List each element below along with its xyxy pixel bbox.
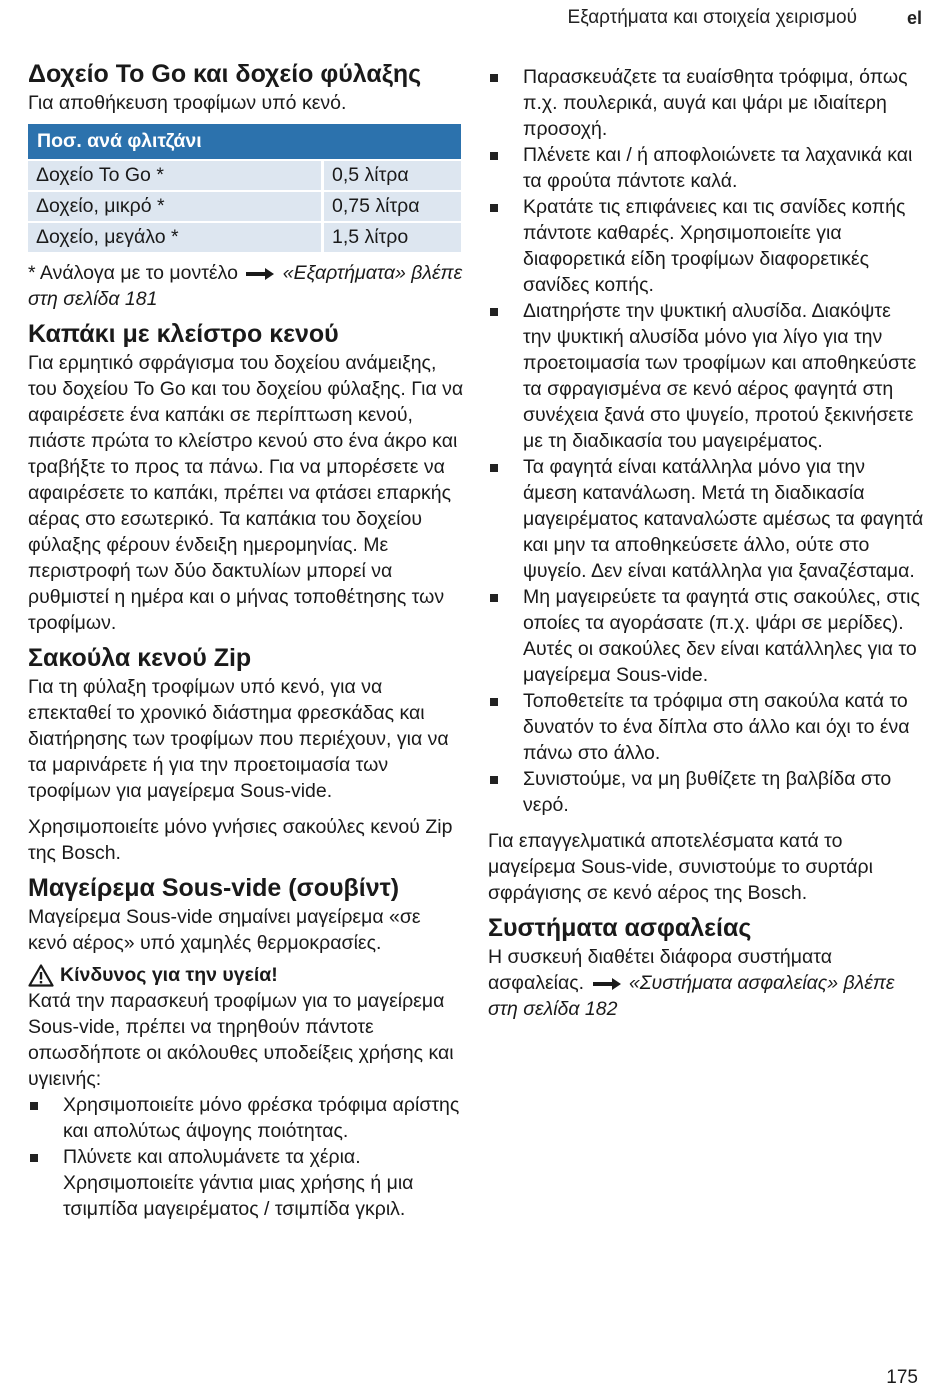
- warning-title: Κίνδυνος για την υγεία!: [60, 964, 278, 986]
- list-item: Τοποθετείτε τα τρόφιμα στη σακούλα κατά το δυνατόν το ένα δίπλα στο άλλο και όχι το ένα πάνω στο άλλο.: [488, 688, 924, 766]
- safety-text: [488, 944, 924, 1022]
- right-column: [488, 64, 924, 1022]
- bullet-square-icon: [490, 204, 498, 212]
- list-item: Πλένετε και / ή αποφλοιώνετε τα λαχανικά και τα φρούτα πάντοτε καλά.: [488, 142, 924, 194]
- table-header: Ποσ. ανά φλιτζάνι: [28, 124, 461, 159]
- table-cell-volume: 0,5 λίτρα: [321, 161, 461, 190]
- sousvide-heading: Μαγείρεμα Sous-vide (σουβίντ): [28, 874, 400, 902]
- list-item: Κρατάτε τις επιφάνειες και τις σανίδες κοπής πάντοτε καθαρές. Χρησιμοποιείτε για διαφορετικά είδη τροφίμων διαφορετικές σανίδες κοπής.: [488, 194, 924, 298]
- warning-triangle-icon: [28, 964, 54, 987]
- sousvide-text: Μαγείρεμα Sous-vide σημαίνει μαγείρεμα «σε κενό αέρος» υπό χαμηλές θερμοκρασίες.: [28, 906, 421, 954]
- section-title: Εξαρτήματα και στοιχεία χειρισμού: [567, 7, 857, 28]
- model-note: [28, 260, 464, 312]
- page-number: 175: [886, 1367, 918, 1388]
- health-warning: [28, 962, 464, 988]
- list-item: Συνιστούμε, να μη βυθίζετε τη βαλβίδα στο νερό.: [488, 766, 924, 818]
- arrow-right-icon: [592, 977, 622, 991]
- bullet-square-icon: [490, 152, 498, 160]
- table-cell-name: Δοχείο, μεγάλο *: [28, 223, 321, 252]
- bullet-square-icon: [30, 1154, 38, 1162]
- bullet-square-icon: [490, 776, 498, 784]
- note-prefix: * Ανάλογα με το μοντέλο: [28, 262, 238, 284]
- bullet-square-icon: [490, 698, 498, 706]
- table-cell-volume: 0,75 λίτρα: [321, 192, 461, 221]
- table-cell-name: Δοχείο To Go *: [28, 161, 321, 190]
- page-header: [568, 6, 922, 30]
- safety-heading: Συστήματα ασφαλείας: [488, 914, 752, 942]
- list-item: Τα φαγητά είναι κατάλληλα μόνο για την άμεση κατανάλωση. Μετά τη διαδικασία μαγειρέματος καταναλώστε αμέσως τα φαγητά και μην τα αποθηκεύσετε άλλο, ούτε στο ψυγείο. Δεν είναι κατάλληλα για ξαναζέσταμα.: [488, 454, 924, 584]
- lid-heading: Καπάκι με κλείστρο κενού: [28, 320, 339, 348]
- bullet-square-icon: [490, 74, 498, 82]
- list-item: Παρασκευάζετε τα ευαίσθητα τρόφιμα, όπως π.χ. πουλερικά, αυγά και ψάρι με ιδιαίτερη προσοχή.: [488, 64, 924, 142]
- table-row: [28, 192, 461, 221]
- container-table: [28, 122, 461, 254]
- bullet-square-icon: [490, 464, 498, 472]
- lid-text: Για ερμητικό σφράγισμα του δοχείου ανάμειξης, του δοχείου To Go και του δοχείου φύλαξης. Για να αφαιρέσετε ένα καπάκι σε περίπτωση κενού, πιάστε πρώτα το κλείστρο κενού στο ένα άκρο και τραβήξτε το προς τα πάνω. Για να μπορέσετε να αφαιρέσετε το καπάκι, πρέπει να φτάσει επαρκής αέρας στο εσωτερικό. Τα καπάκια του δοχείου φύλαξης φέρουν ένδειξη ημερομηνίας. Με περιστροφή των δύο δακτυλίων μπορεί να ρυθμιστεί η ημέρα και ο μήνας τοποθέτησης των τροφίμων.: [28, 352, 464, 634]
- warning-text: Κατά την παρασκευή τροφίμων για το μαγείρεμα Sous-vide, πρέπει να τηρηθούν πάντοτε οπωσδήποτε οι ακόλουθες υποδείξεις χρήσης και υγιεινής:: [28, 990, 454, 1090]
- hygiene-list-right: [488, 64, 924, 818]
- arrow-right-icon: [245, 267, 275, 281]
- zip-text-2: Χρησιμοποιείτε μόνο γνήσιες σακούλες κενού Zip της Bosch.: [28, 816, 453, 864]
- pro-tip-text: Για επαγγελματικά αποτελέσματα κατά το μαγείρεμα Sous-vide, συνιστούμε το συρτάρι σφράγισης σε κενό αέρος της Bosch.: [488, 830, 873, 904]
- list-item: Χρησιμοποιείτε μόνο φρέσκα τρόφιμα αρίστης και απολύτως άψογης ποιότητας.: [28, 1092, 464, 1144]
- safety-prefix: Η συσκευή διαθέτει διάφορα συστήματα ασφαλείας.: [488, 946, 832, 994]
- togo-intro: Για αποθήκευση τροφίμων υπό κενό.: [28, 92, 347, 114]
- table-row: [28, 161, 461, 190]
- note-link[interactable]: «Εξαρτήματα» βλέπε στη σελίδα 181: [28, 262, 463, 310]
- togo-heading: Δοχείο To Go και δοχείο φύλαξης: [28, 60, 422, 88]
- bullet-square-icon: [30, 1102, 38, 1110]
- table-cell-volume: 1,5 λίτρο: [321, 223, 461, 252]
- table-row: [28, 223, 461, 252]
- bullet-square-icon: [490, 308, 498, 316]
- zip-text: Για τη φύλαξη τροφίμων υπό κενό, για να επεκταθεί το χρονικό διάστημα φρεσκάδας και διατήρησης των τροφίμων που περιέχουν, για να τα μαρινάρετε ή για την προετοιμασία των τροφίμων για μαγείρεμα Sous-vide.: [28, 676, 449, 802]
- language-code: el: [906, 7, 922, 28]
- left-column: [28, 58, 464, 1222]
- list-item: Πλύνετε και απολυμάνετε τα χέρια. Χρησιμοποιείτε γάντια μιας χρήσης ή μια τσιμπίδα μαγειρέματος / τσιμπίδα γκριλ.: [28, 1144, 464, 1222]
- table-cell-name: Δοχείο, μικρό *: [28, 192, 321, 221]
- list-item: Διατηρήστε την ψυκτική αλυσίδα. Διακόψτε την ψυκτική αλυσίδα μόνο για λίγο για την προετοιμασία των τροφίμων και αποθηκεύστε τα σφραγισμένα σε κενό αέρος φαγητά στη συνέχεια ξανά στο ψυγείο, προτού ξεκινήσετε με τη διαδικασία του μαγειρέματος.: [488, 298, 924, 454]
- list-item: Μη μαγειρεύετε τα φαγητά στις σακούλες, στις οποίες τα αγοράσατε (π.χ. ψάρι σε μερίδες). Αυτές οι σακούλες δεν είναι κατάλληλες για το μαγείρεμα Sous-vide.: [488, 584, 924, 688]
- bullet-square-icon: [490, 594, 498, 602]
- safety-link[interactable]: «Συστήματα ασφαλείας» βλέπε στη σελίδα 182: [488, 972, 895, 1020]
- zip-heading: Σακούλα κενού Zip: [28, 644, 252, 672]
- hygiene-list-left: [28, 1092, 464, 1222]
